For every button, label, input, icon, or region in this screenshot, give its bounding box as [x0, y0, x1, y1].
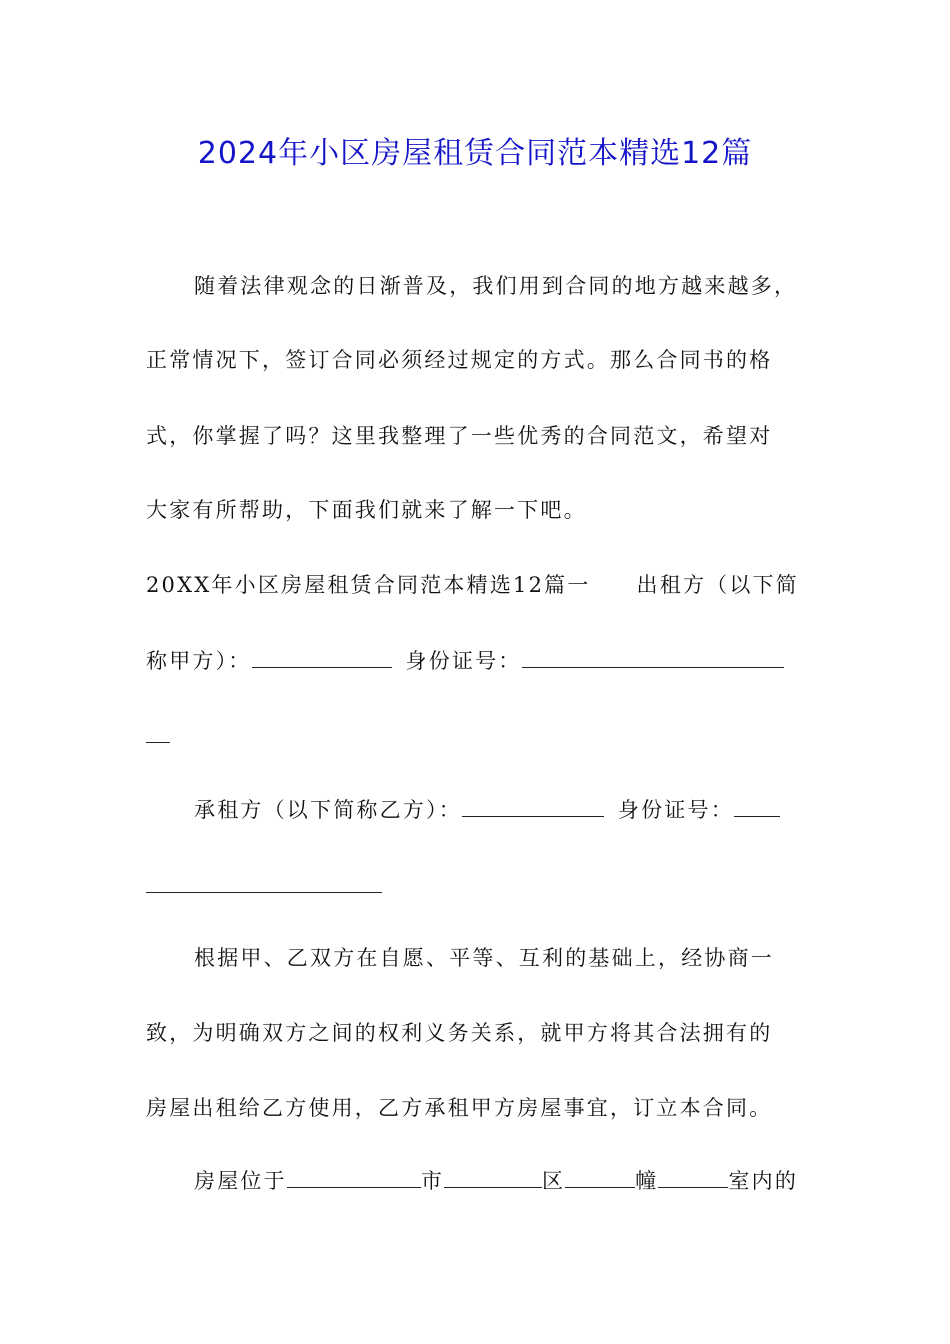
district-label: 区: [542, 1169, 566, 1193]
party-b-id-continuation: [146, 872, 382, 900]
party-b-label: 承租方（以下简称乙方）：: [194, 798, 462, 822]
party-a-id-blank[interactable]: [522, 647, 784, 668]
intro-line-1: 随着法律观念的日渐普及，我们用到合同的地方越来越多，: [194, 274, 798, 298]
document-title: 2024年小区房屋租赁合同范本精选12篇: [197, 136, 753, 171]
party-b-id-blank-continued[interactable]: [146, 872, 382, 893]
basis-line-1: 根据甲、乙双方在自愿、平等、互利的基础上，经协商一: [194, 946, 774, 970]
party-b-id-blank[interactable]: [734, 796, 780, 817]
basis-line-3: 房屋出租给乙方使用，乙方承租甲方房屋事宜，订立本合同。: [146, 1096, 773, 1120]
room-blank[interactable]: [658, 1167, 728, 1188]
party-a-label-part1: 出租方（以下简: [636, 573, 799, 597]
location-prefix: 房屋位于: [194, 1169, 287, 1193]
party-a-id-label: 身份证号：: [405, 649, 522, 673]
city-label: 市: [420, 1169, 445, 1193]
party-a-id-continuation: [146, 722, 170, 750]
city-blank[interactable]: [287, 1167, 421, 1188]
intro-line-3: 式，你掌握了吗？这里我整理了一些优秀的合同范文，希望对: [146, 424, 773, 448]
party-a-label-part2: 称甲方）：: [146, 649, 252, 673]
location-line: [194, 1167, 798, 1195]
building-blank[interactable]: [565, 1167, 635, 1188]
party-a-id-blank-continued[interactable]: [146, 722, 170, 743]
party-a-name-blank[interactable]: [252, 647, 392, 668]
intro-line-2: 正常情况下，签订合同必须经过规定的方式。那么合同书的格: [146, 348, 773, 372]
intro-line-4: 大家有所帮助，下面我们就来了解一下吧。: [146, 498, 587, 522]
district-blank[interactable]: [444, 1167, 542, 1188]
basis-line-2: 致，为明确双方之间的权利义务关系，就甲方将其合法拥有的: [146, 1021, 773, 1045]
section-heading-line: [146, 571, 799, 599]
party-b-id-label: 身份证号：: [617, 798, 734, 822]
party-b-line: [194, 796, 780, 824]
building-label: 幢: [635, 1169, 659, 1193]
party-a-line: [146, 647, 784, 675]
party-b-name-blank[interactable]: [462, 796, 604, 817]
section-heading: 20XX年小区房屋租赁合同范本精选12篇一: [146, 573, 591, 597]
room-label: 室内的: [728, 1169, 799, 1193]
